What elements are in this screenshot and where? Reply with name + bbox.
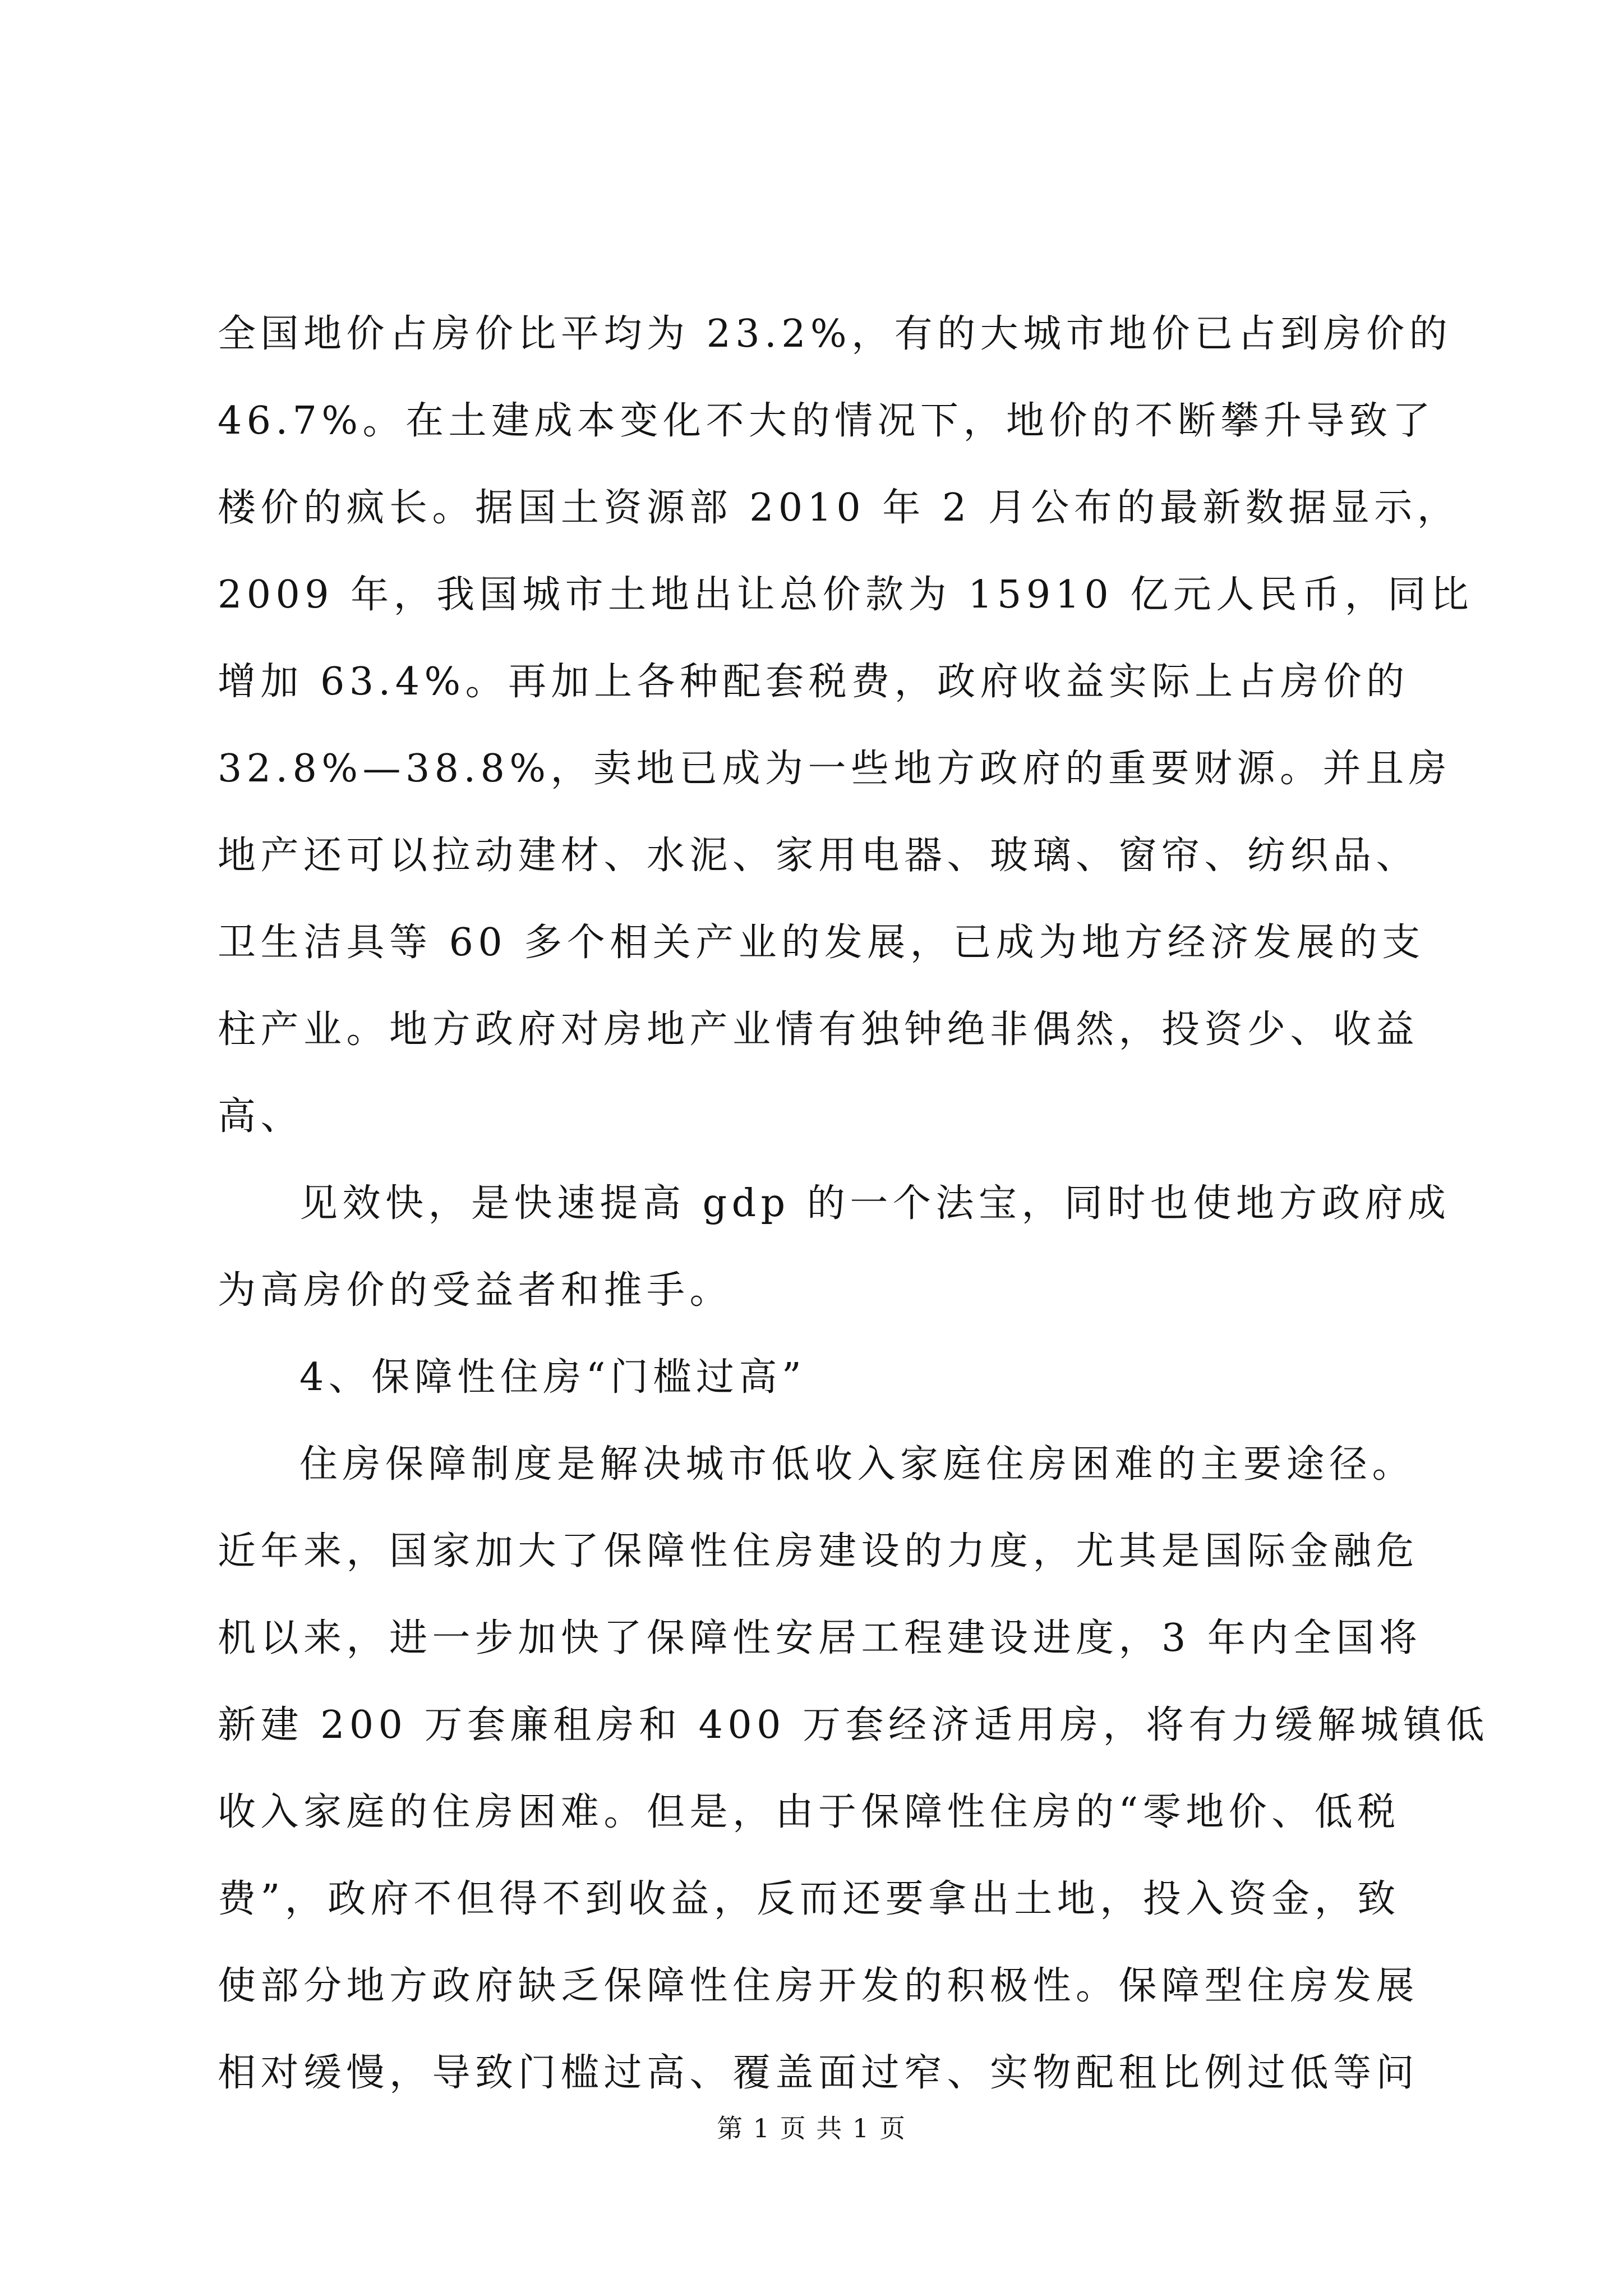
text-line-19: 费”，政府不但得不到收益，反而还要拿出土地，投入资金，致 bbox=[218, 1877, 1400, 1921]
page-footer: 第 1 页 共 1 页 bbox=[717, 2113, 906, 2143]
text-line-17: 新建 200 万套廉租房和 400 万套经济适用房，将有力缓解城镇低 bbox=[218, 1703, 1490, 1747]
text-line-11: 见效快，是快速提高 gdp 的一个法宝，同时也使地方政府成 bbox=[299, 1181, 1451, 1226]
text-line-10: 高、 bbox=[218, 1094, 304, 1139]
text-line-9: 柱产业。地方政府对房地产业情有独钟绝非偶然，投资少、收益 bbox=[218, 1007, 1419, 1052]
text-line-16: 机以来，进一步加快了保障性安居工程建设进度，3 年内全国将 bbox=[218, 1616, 1422, 1660]
text-line-7: 地产还可以拉动建材、水泥、家用电器、玻璃、窗帘、纺织品、 bbox=[218, 834, 1419, 878]
text-line-14: 住房保障制度是解决城市低收入家庭住房困难的主要途径。 bbox=[299, 1442, 1415, 1487]
text-line-5: 增加 63.4%。再加上各种配套税费，政府收益实际上占房价的 bbox=[218, 660, 1409, 704]
text-line-2: 46.7%。在土建成本变化不大的情况下，地价的不断攀升导致了 bbox=[218, 399, 1436, 443]
text-line-3: 楼价的疯长。据国土资源部 2010 年 2 月公布的最新数据显示， bbox=[218, 486, 1460, 530]
text-line-20: 使部分地方政府缺乏保障性住房开发的积极性。保障型住房发展 bbox=[218, 1964, 1419, 2008]
text-line-6: 32.8%—38.8%，卖地已成为一些地方政府的重要财源。并且房 bbox=[218, 747, 1452, 791]
section-heading: 4、保障性住房“门槛过高” bbox=[299, 1355, 806, 1400]
text-line-12: 为高房价的受益者和推手。 bbox=[218, 1268, 733, 1313]
text-line-18: 收入家庭的住房困难。但是，由于保障性住房的“零地价、低税 bbox=[218, 1790, 1400, 1834]
text-line-21: 相对缓慢，导致门槛过高、覆盖面过窄、实物配租比例过低等问 bbox=[218, 2051, 1419, 2095]
text-line-15: 近年来，国家加大了保障性住房建设的力度，尤其是国际金融危 bbox=[218, 1529, 1419, 1573]
text-line-8: 卫生洁具等 60 多个相关产业的发展，已成为地方经济发展的支 bbox=[218, 921, 1425, 965]
text-line-1: 全国地价占房价比平均为 23.2%，有的大城市地价已占到房价的 bbox=[218, 312, 1453, 356]
text-line-4: 2009 年，我国城市土地出让总价款为 15910 亿元人民币，同比 bbox=[218, 573, 1474, 617]
